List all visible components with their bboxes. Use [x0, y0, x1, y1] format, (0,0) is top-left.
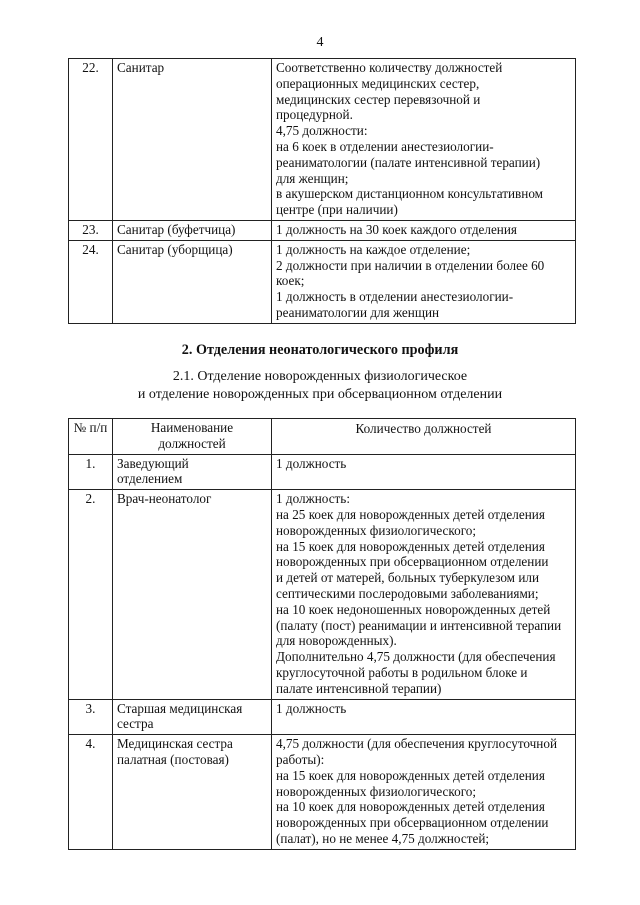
position-quantity-line: круглосуточной работы в родильном блоке и — [276, 664, 528, 680]
position-name — [113, 699, 272, 735]
position-quantity-line: 1 должность в отделении анестезиологии- — [276, 289, 514, 305]
position-quantity-line: палате интенсивной терапии) — [276, 680, 442, 696]
position-quantity — [272, 220, 576, 240]
table1-body — [69, 59, 576, 324]
position-quantity — [272, 454, 576, 490]
position-quantity-line: в акушерском дистанционном консультативном — [276, 186, 544, 202]
position-quantity-line: 4,75 должности (для обеспечения круглосуточной — [276, 736, 558, 752]
position-quantity-line: на 6 коек в отделении анестезиологии- — [276, 138, 494, 154]
position-quantity-line: на 10 коек недоношенных новорожденных детей — [276, 601, 551, 617]
table2-body — [69, 454, 576, 849]
position-quantity — [272, 240, 576, 323]
position-name-line: Медицинская сестра — [117, 736, 233, 752]
position-quantity-line: 1 должность на 30 коек каждого отделения — [276, 221, 517, 237]
position-quantity-line: коек; — [276, 273, 305, 289]
position-quantity — [272, 699, 576, 735]
row-number: 22. — [69, 59, 113, 221]
position-name — [113, 59, 272, 221]
position-name-line: Санитар (буфетчица) — [117, 221, 236, 237]
position-quantity-line: Дополнительно 4,75 должности (для обеспечения — [276, 649, 556, 665]
table-row — [69, 59, 576, 221]
position-name-line: отделением — [117, 471, 183, 487]
table-row — [69, 735, 576, 850]
position-quantity-line: на 10 коек для новорожденных детей отделения — [276, 799, 545, 815]
position-quantity-line: реаниматологии для женщин — [276, 304, 440, 320]
position-quantity-line: работы): — [276, 751, 325, 767]
header-name-line: должностей — [158, 435, 226, 451]
position-quantity-line: процедурной. — [276, 107, 353, 123]
position-quantity-line: новорожденных физиологического; — [276, 522, 477, 538]
neonatal-staff-table — [68, 418, 576, 850]
position-quantity-line: септическими послеродовыми заболеваниями; — [276, 585, 539, 601]
position-name-line: палатная (постовая) — [117, 751, 229, 767]
position-name — [113, 490, 272, 699]
subsection-title-line: и отделение новорожденных при обсервационном отделении — [137, 387, 503, 402]
row-number: 23. — [69, 220, 113, 240]
position-quantity-line: 4,75 должности: — [276, 123, 368, 139]
row-number: 24. — [69, 240, 113, 323]
position-quantity-line: и детей от матерей, больных туберкулезом или — [276, 570, 540, 586]
position-quantity-line: новорожденных физиологического; — [276, 783, 477, 799]
subsection-title — [0, 368, 640, 404]
position-quantity-line: для женщин; — [276, 170, 349, 186]
position-quantity-line: новорожденных при обсервационном отделении — [276, 554, 549, 570]
row-number: 2. — [69, 490, 113, 699]
position-quantity-line: на 15 коек для новорожденных детей отделения — [276, 767, 545, 783]
position-name-line: сестра — [117, 716, 154, 732]
position-quantity — [272, 735, 576, 850]
table-row — [69, 220, 576, 240]
position-quantity-line: (палату (пост) реанимации и интенсивной терапии — [276, 617, 562, 633]
position-name — [113, 240, 272, 323]
position-quantity — [272, 490, 576, 699]
position-quantity-line: на 15 коек для новорожденных детей отделения — [276, 538, 545, 554]
position-quantity-line: 1 должность: — [276, 491, 350, 507]
subsection-title-line: 2.1. Отделение новорожденных физиологическое — [172, 369, 468, 384]
position-name-line: Врач-неонатолог — [117, 491, 212, 507]
table-row — [69, 454, 576, 490]
position-quantity — [272, 59, 576, 221]
position-name-line: Старшая медицинская — [117, 700, 243, 716]
section-title: 2. Отделения неонатологического профиля — [181, 342, 459, 358]
position-quantity-line: (палат), но не менее 4,75 должностей; — [276, 830, 490, 846]
position-name-line: Санитар — [117, 60, 165, 75]
table-row — [69, 699, 576, 735]
position-quantity-line: для новорожденных). — [276, 633, 397, 649]
table-row — [69, 240, 576, 323]
page-number: 4 — [316, 35, 324, 50]
position-quantity-line: Соответственно количеству должностей — [276, 60, 503, 75]
position-name — [113, 220, 272, 240]
position-quantity-line: 1 должность на каждое отделение; — [276, 241, 471, 257]
table-header-row — [69, 419, 576, 455]
row-number: 4. — [69, 735, 113, 850]
header-num: № п/п — [69, 419, 113, 455]
position-quantity-line: операционных медицинских сестер, — [276, 75, 480, 91]
position-quantity-line: 1 должность — [276, 700, 347, 716]
position-quantity-line: 1 должность — [276, 455, 347, 471]
position-quantity-line: новорожденных при обсервационном отделении — [276, 815, 549, 831]
row-number: 1. — [69, 454, 113, 490]
table-row — [69, 490, 576, 699]
position-quantity-line: реаниматологии (палате интенсивной терапии) — [276, 154, 541, 170]
row-number: 3. — [69, 699, 113, 735]
position-quantity-line: центре (при наличии) — [276, 202, 398, 218]
position-name — [113, 735, 272, 850]
header-name — [113, 419, 272, 455]
staff-table-continued — [68, 58, 576, 324]
position-name — [113, 454, 272, 490]
position-quantity-line: медицинских сестер перевязочной и — [276, 91, 481, 107]
position-quantity-line: на 25 коек для новорожденных детей отделения — [276, 506, 545, 522]
position-name-line: Заведующий — [117, 455, 189, 471]
position-name-line: Санитар (уборщица) — [117, 241, 233, 257]
position-quantity-line: 2 должности при наличии в отделении более 60 — [276, 257, 545, 273]
header-name-line: Наименование — [150, 420, 234, 435]
header-qty: Количество должностей — [272, 419, 576, 455]
